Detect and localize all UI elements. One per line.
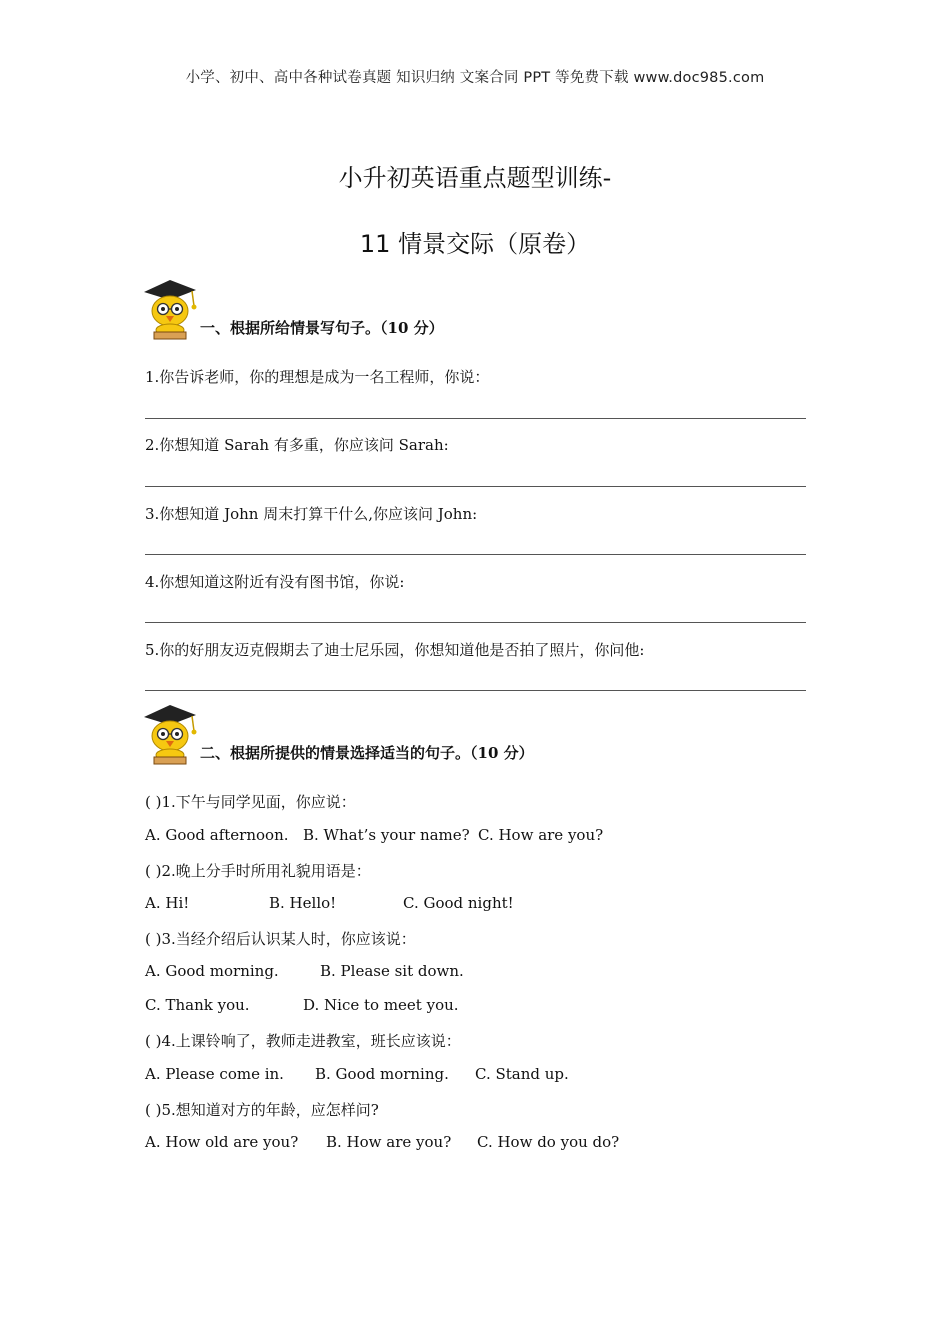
choice-question-2-stem: ( )2.晚上分手时所用礼貌用语是： — [145, 862, 371, 880]
writing-question-5: 5.你的好朋友迈克假期去了迪士尼乐园，你想知道他是否拍了照片，你问他: — [145, 641, 645, 659]
option-a[interactable]: A. Please come in. — [145, 1065, 284, 1083]
option-b[interactable]: B. Please sit down. — [320, 962, 464, 980]
writing-question-4: 4.你想知道这附近有没有图书馆，你说: — [145, 573, 405, 591]
answer-line-2[interactable] — [145, 486, 806, 487]
option-b[interactable]: B. What’s your name? — [303, 826, 470, 844]
page-header: 小学、初中、高中各种试卷真题 知识归纳 文案合同 PPT 等免费下载 www.doc985.com — [185, 70, 765, 86]
answer-line-1[interactable] — [145, 418, 806, 419]
writing-question-2: 2.你想知道 Sarah 有多重，你应该问 Sarah: — [145, 436, 449, 454]
choice-question-3-options-row-1 — [145, 962, 805, 982]
option-c[interactable]: C. How do you do? — [477, 1133, 620, 1151]
choice-question-4-options — [145, 1065, 805, 1085]
answer-line-4[interactable] — [145, 622, 806, 623]
option-b[interactable]: B. How are you? — [326, 1133, 452, 1151]
option-b[interactable]: B. Good morning. — [315, 1065, 449, 1083]
option-a[interactable]: A. Hi! — [145, 894, 190, 912]
choice-question-1-options — [145, 826, 805, 846]
option-d[interactable]: D. Nice to meet you. — [303, 996, 459, 1014]
section-1-title: 一、根据所给情景写句子。（10 分） — [200, 319, 444, 337]
choice-question-3-stem: ( )3.当经介绍后认识某人时，你应该说： — [145, 930, 416, 948]
writing-question-3: 3.你想知道 John 周末打算干什么,你应该问 John: — [145, 505, 478, 523]
option-b[interactable]: B. Hello! — [269, 894, 337, 912]
answer-line-5[interactable] — [145, 690, 806, 691]
scholar-chick-icon — [140, 278, 198, 340]
option-c[interactable]: C. Thank you. — [145, 996, 250, 1014]
option-a[interactable]: A. Good morning. — [145, 962, 279, 980]
choice-question-3-options-row-2 — [145, 996, 805, 1016]
option-c[interactable]: C. How are you? — [478, 826, 604, 844]
option-a[interactable]: A. Good afternoon. — [145, 826, 289, 844]
choice-question-4-stem: ( )4.上课铃响了，教师走进教室，班长应该说： — [145, 1032, 461, 1050]
choice-question-2-options — [145, 894, 805, 914]
scholar-chick-icon — [140, 703, 198, 765]
title-line-1: 小升初英语重点题型训练- — [338, 164, 612, 192]
title-line-2: 11 情景交际（原卷） — [359, 230, 591, 258]
option-c[interactable]: C. Stand up. — [475, 1065, 569, 1083]
choice-question-5-stem: ( )5.想知道对方的年龄，应怎样问? — [145, 1101, 379, 1119]
option-c[interactable]: C. Good night! — [403, 894, 514, 912]
choice-question-5-options — [145, 1133, 805, 1153]
answer-line-3[interactable] — [145, 554, 806, 555]
section-2-title: 二、根据所提供的情景选择适当的句子。（10 分） — [200, 744, 534, 762]
option-a[interactable]: A. How old are you? — [145, 1133, 299, 1151]
choice-question-1-stem: ( )1.下午与同学见面，你应说： — [145, 793, 356, 811]
writing-question-1: 1.你告诉老师，你的理想是成为一名工程师，你说： — [145, 368, 490, 386]
